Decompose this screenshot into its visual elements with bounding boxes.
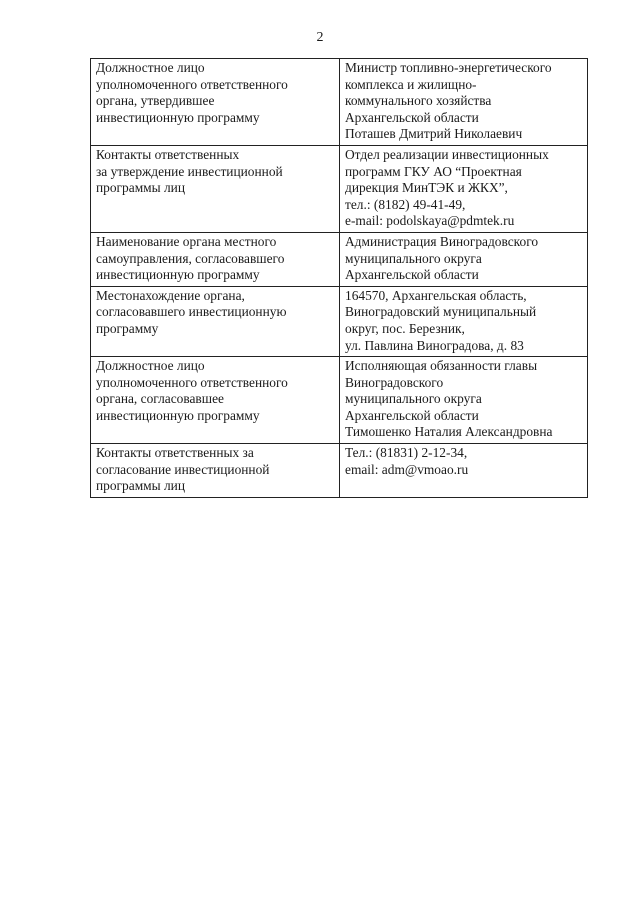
- label-line: инвестиционную программу: [96, 267, 260, 283]
- row-value-cell: [340, 286, 588, 356]
- row-label-cell: [91, 145, 340, 232]
- label-line: согласовавшего инвестиционную: [96, 304, 287, 320]
- label-line: уполномоченного ответственного: [96, 374, 288, 390]
- value-line: Тимошенко Наталия Александровна: [345, 424, 553, 440]
- label-line: Местонахождение органа,: [96, 287, 245, 303]
- label-line: Должностное лицо: [96, 358, 205, 374]
- row-label-cell: [91, 357, 340, 444]
- value-line: муниципального округа: [345, 391, 482, 407]
- value-line: Отдел реализации инвестиционных: [345, 146, 549, 162]
- value-line: Исполняющая обязанности главы: [345, 358, 538, 374]
- label-line: Должностное лицо: [96, 60, 205, 75]
- label-line: инвестиционную программу: [96, 407, 260, 423]
- label-line: Контакты ответственных за: [96, 445, 254, 461]
- value-line: программ ГКУ АО “Проектная: [345, 163, 522, 179]
- row-label-cell: [91, 444, 340, 498]
- value-line: Тел.: (81831) 2-12-34,: [345, 445, 468, 461]
- investment-program-info-table: [90, 58, 588, 498]
- table-row: [91, 444, 588, 498]
- value-line: муниципального округа: [345, 250, 482, 266]
- table-row: [91, 286, 588, 356]
- label-line: органа, утвердившее: [96, 93, 215, 109]
- label-line: за утверждение инвестиционной: [96, 163, 283, 179]
- label-line: программы лиц: [96, 180, 185, 196]
- value-line: Министр топливно-энергетического: [345, 60, 552, 75]
- value-line: Поташев Дмитрий Николаевич: [345, 126, 523, 142]
- row-label-cell: [91, 232, 340, 286]
- table-row: [91, 232, 588, 286]
- value-line: комплекса и жилищно-: [345, 76, 477, 92]
- label-line: органа, согласовавшее: [96, 391, 224, 407]
- value-line: округ, пос. Березник,: [345, 320, 465, 336]
- value-line: 164570, Архангельская область,: [345, 287, 527, 303]
- row-value-cell: [340, 232, 588, 286]
- row-label-cell: [91, 286, 340, 356]
- row-value-cell: [340, 444, 588, 498]
- label-line: согласование инвестиционной: [96, 461, 270, 477]
- value-line: коммунального хозяйства: [345, 93, 492, 109]
- value-line: Архангельской области: [345, 267, 479, 283]
- table-row: [91, 59, 588, 146]
- label-line: Наименование органа местного: [96, 233, 277, 249]
- label-line: программу: [96, 320, 159, 336]
- value-line: ул. Павлина Виноградова, д. 83: [345, 337, 524, 353]
- row-label-cell: [91, 59, 340, 146]
- label-line: инвестиционную программу: [96, 109, 260, 125]
- value-line: Виноградовский муниципальный: [345, 304, 537, 320]
- value-line: Виноградовского: [345, 374, 444, 390]
- value-line: Архангельской области: [345, 109, 479, 125]
- label-line: уполномоченного ответственного: [96, 76, 288, 92]
- page-number: 2: [316, 30, 324, 45]
- label-line: самоуправления, согласовавшего: [96, 250, 285, 266]
- value-line: e-mail: podolskaya@pdmtek.ru: [345, 213, 515, 229]
- value-line: Архангельской области: [345, 407, 479, 423]
- row-value-cell: [340, 357, 588, 444]
- value-line: Администрация Виноградовского: [345, 233, 539, 249]
- row-value-cell: [340, 145, 588, 232]
- row-value-cell: [340, 59, 588, 146]
- label-line: Контакты ответственных: [96, 146, 240, 162]
- table-row: [91, 145, 588, 232]
- value-line: email: adm@vmoao.ru: [345, 461, 469, 477]
- value-line: дирекция МинТЭК и ЖКХ”,: [345, 180, 508, 196]
- label-line: программы лиц: [96, 478, 185, 494]
- table-row: [91, 357, 588, 444]
- value-line: тел.: (8182) 49-41-49,: [345, 196, 466, 212]
